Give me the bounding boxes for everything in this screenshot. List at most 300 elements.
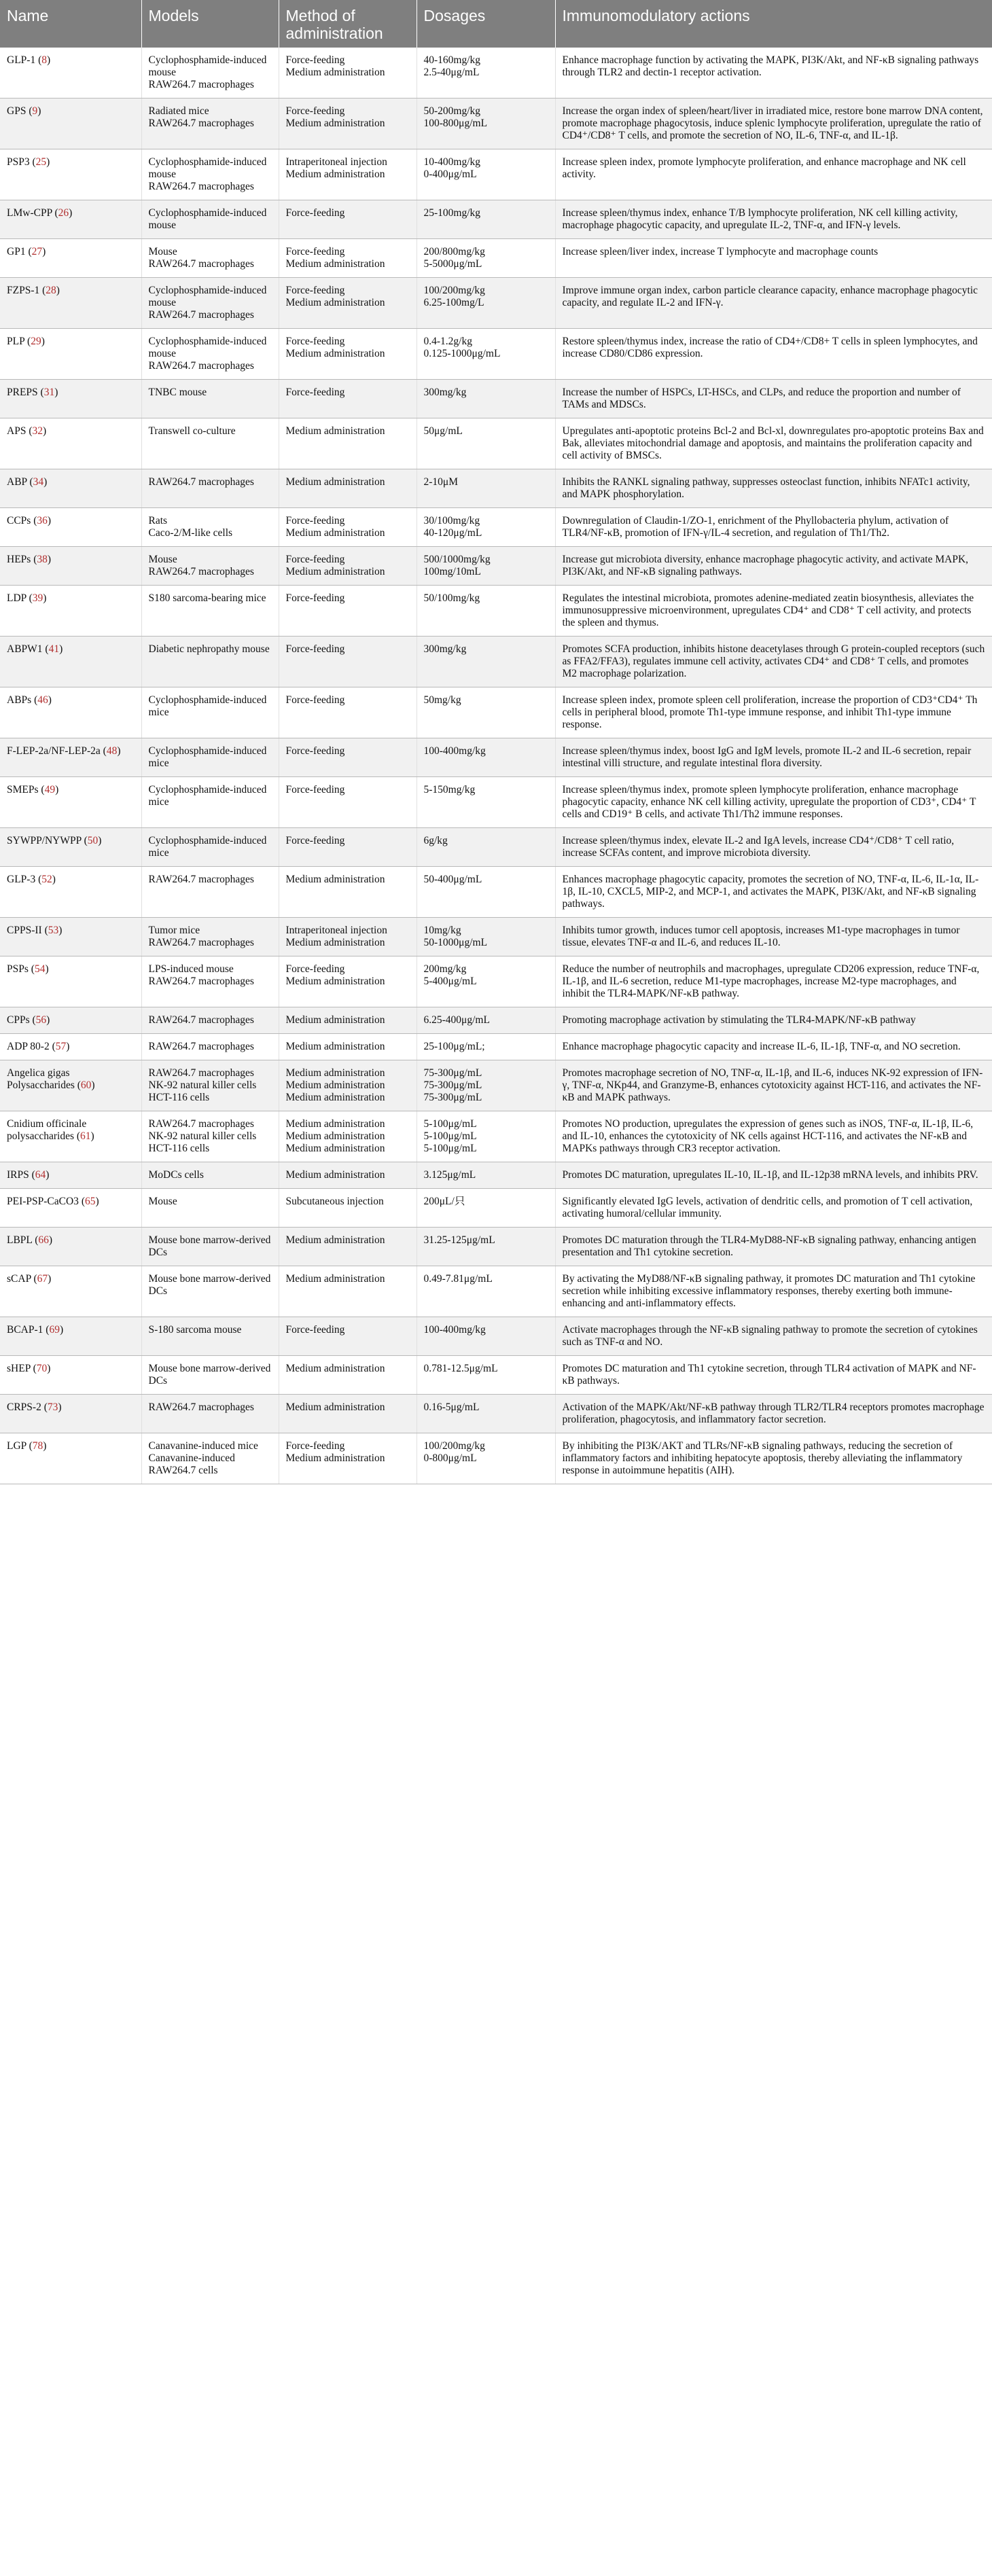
header-models: Models: [141, 0, 279, 48]
table-row: [0, 48, 992, 99]
cell-dosages: [417, 1266, 555, 1317]
compound-name: CCPs: [7, 515, 31, 526]
cell-actions: Enhance macrophage phagocytic capacity and increase IL-6, IL-1β, TNF-α, and NO secretion.: [555, 1034, 992, 1060]
cell-method: [279, 469, 417, 508]
reference-link[interactable]: 34: [33, 476, 44, 488]
cell-models: [141, 1189, 279, 1228]
reference-link[interactable]: 53: [48, 925, 59, 936]
method-line: Medium administration: [285, 258, 385, 270]
cell-actions: By activating the MyD88/NF-κB signaling pathway, it promotes DC maturation and Th1 cytokine secretion while inhibiting excessive inflammatory responses, thereby exerting both immune-enhancing and anti-inflammatory effects.: [555, 1266, 992, 1317]
cell-models: [141, 1433, 279, 1484]
reference-link[interactable]: 54: [34, 963, 46, 975]
cell-actions: Increase spleen index, promote spleen cell proliferation, increase the proportion of CD3⁺CD4⁺ Th cells in peripheral blood, promote Th1-type immune response, and inhibit Th1-type immune response.: [555, 687, 992, 738]
cell-models: [141, 586, 279, 637]
reference-link[interactable]: 65: [84, 1196, 96, 1207]
compound-name: ADP 80-2: [7, 1041, 50, 1052]
dosage-line: 100-400mg/kg: [423, 745, 486, 757]
method-line: Medium administration: [285, 297, 385, 308]
method-line: Force-feeding: [285, 1324, 345, 1336]
table-row: [0, 547, 992, 586]
cell-models: [141, 1356, 279, 1395]
reference-link[interactable]: 39: [32, 592, 43, 604]
cell-name: LBPL (66): [0, 1228, 141, 1266]
cell-dosages: [417, 1356, 555, 1395]
model-line: Diabetic nephropathy mouse: [148, 643, 270, 655]
cell-name: FZPS-1 (28): [0, 278, 141, 329]
reference-link[interactable]: 26: [58, 207, 69, 219]
dosage-line: 50-200mg/kg: [423, 105, 481, 117]
table-row: [0, 1395, 992, 1433]
method-line: Force-feeding: [285, 745, 345, 757]
table-row: [0, 380, 992, 418]
model-line: Rats: [148, 515, 168, 526]
compound-name: FZPS-1: [7, 285, 40, 296]
cell-method: [279, 278, 417, 329]
cell-method: [279, 99, 417, 149]
dosage-line: 300mg/kg: [423, 643, 467, 655]
reference-link[interactable]: 27: [31, 246, 43, 257]
model-line: RAW264.7 macrophages: [148, 258, 254, 270]
method-line: Medium administration: [285, 168, 385, 180]
model-line: Canavanine-induced RAW264.7 cells: [148, 1452, 235, 1476]
method-line: Intraperitoneal injection: [285, 156, 387, 168]
cell-dosages: [417, 48, 555, 99]
reference-link[interactable]: 38: [37, 554, 48, 565]
cell-name: HEPs (38): [0, 547, 141, 586]
method-line: Medium administration: [285, 348, 385, 359]
model-line: RAW264.7 macrophages: [148, 874, 254, 885]
cell-name: PREPS (31): [0, 380, 141, 418]
dosage-line: 5-100μg/mL: [423, 1118, 477, 1130]
model-line: RAW264.7 macrophages: [148, 1041, 254, 1052]
cell-name: sHEP (70): [0, 1356, 141, 1395]
cell-method: [279, 200, 417, 239]
model-line: RAW264.7 macrophages: [148, 1067, 254, 1079]
cell-name: CCPs (36): [0, 508, 141, 547]
dosage-line: 6g/kg: [423, 835, 448, 846]
compound-name: PREPS: [7, 387, 38, 398]
cell-method: [279, 1111, 417, 1162]
reference-link[interactable]: 36: [37, 515, 48, 526]
compound-name: sHEP: [7, 1363, 31, 1374]
table-row: [0, 149, 992, 200]
method-line: Force-feeding: [285, 643, 345, 655]
model-line: NK-92 natural killer cells: [148, 1130, 257, 1142]
reference-link[interactable]: 56: [35, 1014, 47, 1026]
model-line: Mouse bone marrow-derived DCs: [148, 1273, 271, 1297]
cell-name: PLP (29): [0, 329, 141, 380]
cell-dosages: [417, 149, 555, 200]
cell-models: [141, 738, 279, 777]
compound-name: F-LEP-2a/NF-LEP-2a: [7, 745, 101, 757]
cell-actions: Restore spleen/thymus index, increase the ratio of CD4+/CD8+ T cells in spleen lymphocytes, and increase CD80/CD86 expression.: [555, 329, 992, 380]
compound-name: PEI-PSP-CaCO3: [7, 1196, 79, 1207]
table-row: [0, 329, 992, 380]
method-line: Force-feeding: [285, 784, 345, 795]
cell-dosages: [417, 918, 555, 956]
method-line: Medium administration: [285, 1363, 385, 1374]
dosage-line: 6.25-100mg/L: [423, 297, 484, 308]
method-line: Subcutaneous injection: [285, 1196, 384, 1207]
header-name: Name: [0, 0, 141, 48]
cell-actions: Regulates the intestinal microbiota, promotes adenine-mediated zeatin biosynthesis, alleviates the immunosuppressive microenvironment, upregulates CD4⁺ and CD8⁺ T cell activity, and protects the spleen and thymus.: [555, 586, 992, 637]
header-actions: Immunomodulatory actions: [555, 0, 992, 48]
model-line: RAW264.7 macrophages: [148, 181, 254, 192]
cell-name: ABPs (46): [0, 687, 141, 738]
cell-dosages: [417, 738, 555, 777]
cell-method: [279, 1228, 417, 1266]
compound-name: ABPW1: [7, 643, 43, 655]
method-line: Medium administration: [285, 527, 385, 539]
cell-actions: Promotes DC maturation and Th1 cytokine secretion, through TLR4 activation of MAPK and NF-κB pathways.: [555, 1356, 992, 1395]
table-row: [0, 278, 992, 329]
table-row: [0, 200, 992, 239]
compound-name: LGP: [7, 1440, 26, 1452]
cell-method: [279, 828, 417, 867]
table-row: [0, 637, 992, 687]
model-line: TNBC mouse: [148, 387, 207, 398]
model-line: Cyclophosphamide-induced mouse: [148, 156, 267, 180]
cell-name: Cnidium officinale polysaccharides (61): [0, 1111, 141, 1162]
method-line: Medium administration: [285, 1452, 385, 1464]
method-line: Force-feeding: [285, 963, 345, 975]
reference-link[interactable]: 31: [43, 387, 55, 398]
dosage-line: 30/100mg/kg: [423, 515, 480, 526]
table-header: [0, 0, 992, 48]
dosage-line: 5-100μg/mL: [423, 1130, 477, 1142]
cell-name: GPS (9): [0, 99, 141, 149]
model-line: MoDCs cells: [148, 1169, 204, 1181]
cell-actions: Enhances macrophage phagocytic capacity, promotes the secretion of NO, TNF-α, IL-6, IL-1α, IL-1β, IL-10, CXCL5, MIP-2, and MCP-1, and activates the MAPK, PI3K/Akt, and NF-κB signaling pathways.: [555, 867, 992, 918]
cell-name: ABP (34): [0, 469, 141, 508]
cell-method: [279, 637, 417, 687]
cell-models: [141, 278, 279, 329]
compound-name: sCAP: [7, 1273, 31, 1285]
cell-name: PEI-PSP-CaCO3 (65): [0, 1189, 141, 1228]
method-line: Force-feeding: [285, 592, 345, 604]
table-row: [0, 469, 992, 508]
reference-link[interactable]: 50: [87, 835, 99, 846]
cell-name: CPPs (56): [0, 1007, 141, 1034]
method-line: Force-feeding: [285, 207, 345, 219]
dosage-line: 6.25-400μg/mL: [423, 1014, 490, 1026]
method-line: Force-feeding: [285, 694, 345, 706]
compound-name: LBPL: [7, 1234, 33, 1246]
cell-dosages: [417, 777, 555, 828]
reference-link[interactable]: 69: [49, 1324, 60, 1336]
cell-actions: Activation of the MAPK/Akt/NF-κB pathway through TLR2/TLR4 receptors promotes macrophage proliferation, phagocytosis, and inflammatory factor secretion.: [555, 1395, 992, 1433]
cell-actions: Increase spleen/thymus index, promote spleen lymphocyte proliferation, enhance macrophage phagocytic capacity, enhance NK cell killing activity, upregulate the proportion of CD3⁺, CD4⁺ T cells and CD19⁺ B cells, and activate Th1/Th2 immune responses.: [555, 777, 992, 828]
dosage-line: 75-300μg/mL: [423, 1079, 482, 1091]
cell-models: [141, 329, 279, 380]
method-line: Force-feeding: [285, 105, 345, 117]
model-line: Caco-2/M-like cells: [148, 527, 233, 539]
cell-actions: Increase the number of HSPCs, LT-HSCs, and CLPs, and reduce the proportion and number of TAMs and MDSCs.: [555, 380, 992, 418]
compound-name: PLP: [7, 336, 25, 347]
cell-actions: Enhance macrophage function by activating the MAPK, PI3K/Akt, and NF-κB signaling pathways through TLR2 and dectin-1 receptor activation.: [555, 48, 992, 99]
dosage-line: 31.25-125μg/mL: [423, 1234, 495, 1246]
dosage-line: 100/200mg/kg: [423, 1440, 485, 1452]
dosage-line: 10mg/kg: [423, 925, 461, 936]
method-line: Force-feeding: [285, 835, 345, 846]
method-line: Medium administration: [285, 1143, 385, 1154]
model-line: Radiated mice: [148, 105, 209, 117]
cell-models: [141, 867, 279, 918]
cell-name: Angelica gigas Polysaccharides (60): [0, 1060, 141, 1111]
cell-method: [279, 687, 417, 738]
method-line: Intraperitoneal injection: [285, 925, 387, 936]
cell-name: CRPS-2 (73): [0, 1395, 141, 1433]
compound-name: CPPS-II: [7, 925, 42, 936]
compound-name: GLP-1: [7, 54, 36, 66]
compound-name: Cnidium officinale polysaccharides: [7, 1118, 87, 1142]
cell-method: [279, 1034, 417, 1060]
model-line: RAW264.7 macrophages: [148, 79, 254, 90]
model-line: Transwell co-culture: [148, 425, 236, 437]
method-line: Force-feeding: [285, 246, 345, 257]
method-line: Medium administration: [285, 1067, 385, 1079]
model-line: Mouse: [148, 246, 177, 257]
cell-method: [279, 239, 417, 278]
model-line: Mouse: [148, 554, 177, 565]
cell-models: [141, 918, 279, 956]
reference-link[interactable]: 32: [32, 425, 43, 437]
method-line: Force-feeding: [285, 1440, 345, 1452]
reference-link[interactable]: 49: [44, 784, 56, 795]
dosage-line: 25-100μg/mL;: [423, 1041, 485, 1052]
reference-link[interactable]: 29: [31, 336, 41, 347]
cell-actions: Increase spleen/liver index, increase T lymphocyte and macrophage counts: [555, 239, 992, 278]
model-line: Cyclophosphamide-induced mouse: [148, 54, 267, 78]
header-method: Method of administration: [279, 0, 417, 48]
model-line: Mouse: [148, 1196, 177, 1207]
cell-dosages: [417, 1395, 555, 1433]
cell-dosages: [417, 1034, 555, 1060]
compound-name: BCAP-1: [7, 1324, 43, 1336]
cell-method: [279, 508, 417, 547]
table-row: [0, 586, 992, 637]
dosage-line: 25-100mg/kg: [423, 207, 481, 219]
dosage-line: 5-100μg/mL: [423, 1143, 477, 1154]
cell-actions: Promoting macrophage activation by stimulating the TLR4-MAPK/NF-κB pathway: [555, 1007, 992, 1034]
cell-method: [279, 738, 417, 777]
model-line: Mouse bone marrow-derived DCs: [148, 1363, 271, 1387]
cell-models: [141, 418, 279, 469]
reference-link[interactable]: 57: [55, 1041, 67, 1052]
model-line: RAW264.7 macrophages: [148, 1118, 254, 1130]
cell-actions: Increase gut microbiota diversity, enhance macrophage phagocytic activity, and activate MAPK, PI3K/Akt, and NF-κB signaling pathways.: [555, 547, 992, 586]
cell-dosages: [417, 1111, 555, 1162]
reference-link[interactable]: 41: [48, 643, 60, 655]
dosage-line: 0.49-7.81μg/mL: [423, 1273, 493, 1285]
model-line: Mouse bone marrow-derived DCs: [148, 1234, 271, 1258]
cell-name: LDP (39): [0, 586, 141, 637]
cell-name: GLP-1 (8): [0, 48, 141, 99]
dosage-line: 0-800μg/mL: [423, 1452, 477, 1464]
method-line: Medium administration: [285, 425, 385, 437]
dosage-line: 5-150mg/kg: [423, 784, 476, 795]
dosage-line: 0-400μg/mL: [423, 168, 477, 180]
model-line: RAW264.7 macrophages: [148, 937, 254, 948]
cell-name: APS (32): [0, 418, 141, 469]
method-line: Medium administration: [285, 118, 385, 129]
model-line: Canavanine-induced mice: [148, 1440, 258, 1452]
cell-actions: Inhibits the RANKL signaling pathway, suppresses osteoclast function, inhibits NFATc1 activity, and MAPK phosphorylation.: [555, 469, 992, 508]
cell-name: ADP 80-2 (57): [0, 1034, 141, 1060]
reference-link[interactable]: 67: [37, 1273, 48, 1285]
model-line: S180 sarcoma-bearing mice: [148, 592, 266, 604]
reference-link[interactable]: 52: [41, 874, 52, 885]
cell-models: [141, 1111, 279, 1162]
reference-link[interactable]: 70: [36, 1363, 48, 1374]
table-row: [0, 1433, 992, 1484]
compound-name: CPPs: [7, 1014, 30, 1026]
cell-dosages: [417, 637, 555, 687]
cell-models: [141, 48, 279, 99]
method-line: Medium administration: [285, 1041, 385, 1052]
table-body: [0, 48, 992, 1484]
dosage-line: 40-120μg/mL: [423, 527, 482, 539]
compound-name: HEPs: [7, 554, 31, 565]
model-line: S-180 sarcoma mouse: [148, 1324, 242, 1336]
cell-actions: Increase spleen/thymus index, boost IgG and IgM levels, promote IL-2 and IL-6 secretion, repair intestinal villi structure, and regulate intestinal flora diversity.: [555, 738, 992, 777]
reference-link[interactable]: 60: [80, 1079, 92, 1091]
method-line: Medium administration: [285, 1118, 385, 1130]
cell-method: [279, 867, 417, 918]
cell-method: [279, 1317, 417, 1356]
cell-models: [141, 1162, 279, 1189]
cell-models: [141, 637, 279, 687]
dosage-line: 40-160mg/kg: [423, 54, 481, 66]
cell-name: LMw-CPP (26): [0, 200, 141, 239]
table-row: [0, 508, 992, 547]
cell-dosages: [417, 1060, 555, 1111]
table-row: [0, 1317, 992, 1356]
cell-dosages: [417, 508, 555, 547]
compound-name: ABP: [7, 476, 27, 488]
cell-dosages: [417, 687, 555, 738]
model-line: Cyclophosphamide-induced mice: [148, 835, 267, 859]
table-row: [0, 1162, 992, 1189]
cell-method: [279, 1266, 417, 1317]
table-row: [0, 1111, 992, 1162]
dosage-line: 0.781-12.5μg/mL: [423, 1363, 498, 1374]
reference-link[interactable]: 9: [32, 105, 38, 117]
reference-link[interactable]: 64: [35, 1169, 46, 1181]
reference-link[interactable]: 28: [46, 285, 56, 296]
cell-models: [141, 380, 279, 418]
table-row: [0, 828, 992, 867]
cell-dosages: [417, 1162, 555, 1189]
table-row: [0, 239, 992, 278]
cell-dosages: [417, 956, 555, 1007]
cell-method: [279, 149, 417, 200]
model-line: RAW264.7 macrophages: [148, 309, 254, 321]
cell-method: [279, 918, 417, 956]
cell-models: [141, 828, 279, 867]
reference-link[interactable]: 61: [80, 1130, 91, 1142]
method-line: Medium administration: [285, 1401, 385, 1413]
cell-method: [279, 1007, 417, 1034]
table-row: [0, 1034, 992, 1060]
cell-models: [141, 1228, 279, 1266]
cell-models: [141, 99, 279, 149]
cell-dosages: [417, 586, 555, 637]
model-line: RAW264.7 macrophages: [148, 566, 254, 577]
cell-method: [279, 1356, 417, 1395]
cell-models: [141, 547, 279, 586]
cell-dosages: [417, 828, 555, 867]
cell-actions: Promotes DC maturation, upregulates IL-10, IL-1β, and IL-12p38 mRNA levels, and inhibits PRV.: [555, 1162, 992, 1189]
cell-actions: Promotes DC maturation through the TLR4-MyD88-NF-κB signaling pathway, enhancing antigen presentation and Th1 cytokine secretion.: [555, 1228, 992, 1266]
method-line: Medium administration: [285, 1234, 385, 1246]
reference-link[interactable]: 66: [38, 1234, 49, 1246]
compound-name: PSPs: [7, 963, 29, 975]
compound-name: GPS: [7, 105, 26, 117]
table-row: [0, 1189, 992, 1228]
cell-method: [279, 329, 417, 380]
model-line: Cyclophosphamide-induced mice: [148, 745, 267, 769]
compound-name: IRPS: [7, 1169, 29, 1181]
cell-name: CPPS-II (53): [0, 918, 141, 956]
dosage-line: 100mg/10mL: [423, 566, 481, 577]
cell-method: [279, 547, 417, 586]
cell-name: SMEPs (49): [0, 777, 141, 828]
method-line: Medium administration: [285, 566, 385, 577]
dosage-line: 0.4-1.2g/kg: [423, 336, 472, 347]
reference-link[interactable]: 8: [41, 54, 47, 66]
compound-name: CRPS-2: [7, 1401, 41, 1413]
cell-models: [141, 687, 279, 738]
cell-models: [141, 1060, 279, 1111]
model-line: HCT-116 cells: [148, 1143, 210, 1154]
cell-models: [141, 777, 279, 828]
dosage-line: 50mg/kg: [423, 694, 461, 706]
cell-actions: Reduce the number of neutrophils and macrophages, upregulate CD206 expression, reduce TNF-α, IL-1β, and IL-6 secretion, reduce M1-type macrophages, increase M2-type macrophages, and inhibit the TLR4-MAPK/NF-κB pathway.: [555, 956, 992, 1007]
cell-models: [141, 239, 279, 278]
model-line: LPS-induced mouse: [148, 963, 234, 975]
reference-link[interactable]: 78: [32, 1440, 43, 1452]
reference-link[interactable]: 25: [35, 156, 47, 168]
cell-dosages: [417, 329, 555, 380]
reference-link[interactable]: 48: [106, 745, 118, 757]
cell-method: [279, 380, 417, 418]
table-row: [0, 1007, 992, 1034]
cell-method: [279, 1060, 417, 1111]
cell-dosages: [417, 867, 555, 918]
dosage-line: 50-400μg/mL: [423, 874, 482, 885]
dosage-line: 50-1000μg/mL: [423, 937, 488, 948]
compound-name: PSP3: [7, 156, 30, 168]
cell-models: [141, 508, 279, 547]
method-line: Medium administration: [285, 1079, 385, 1091]
method-line: Force-feeding: [285, 54, 345, 66]
method-line: Medium administration: [285, 1273, 385, 1285]
cell-actions: Promotes macrophage secretion of NO, TNF-α, IL-1β, and IL-6, induces NK-92 expression of IFN-γ, TNF-α, NKp44, and Granzyme-B, enhances cytotoxicity against HCT-116, and activates the NF-κB and MAPK pathways.: [555, 1060, 992, 1111]
reference-link[interactable]: 73: [47, 1401, 58, 1413]
model-line: Cyclophosphamide-induced mouse: [148, 285, 267, 308]
cell-name: F-LEP-2a/NF-LEP-2a (48): [0, 738, 141, 777]
reference-link[interactable]: 46: [37, 694, 48, 706]
method-line: Force-feeding: [285, 515, 345, 526]
cell-dosages: [417, 99, 555, 149]
cell-actions: Improve immune organ index, carbon particle clearance capacity, enhance macrophage phagocytic capacity, and regulate IL-2 and IFN-γ.: [555, 278, 992, 329]
cell-models: [141, 1034, 279, 1060]
dosage-line: 10-400mg/kg: [423, 156, 481, 168]
compound-name: SYWPP/NYWPP: [7, 835, 82, 846]
cell-models: [141, 956, 279, 1007]
cell-dosages: [417, 1189, 555, 1228]
